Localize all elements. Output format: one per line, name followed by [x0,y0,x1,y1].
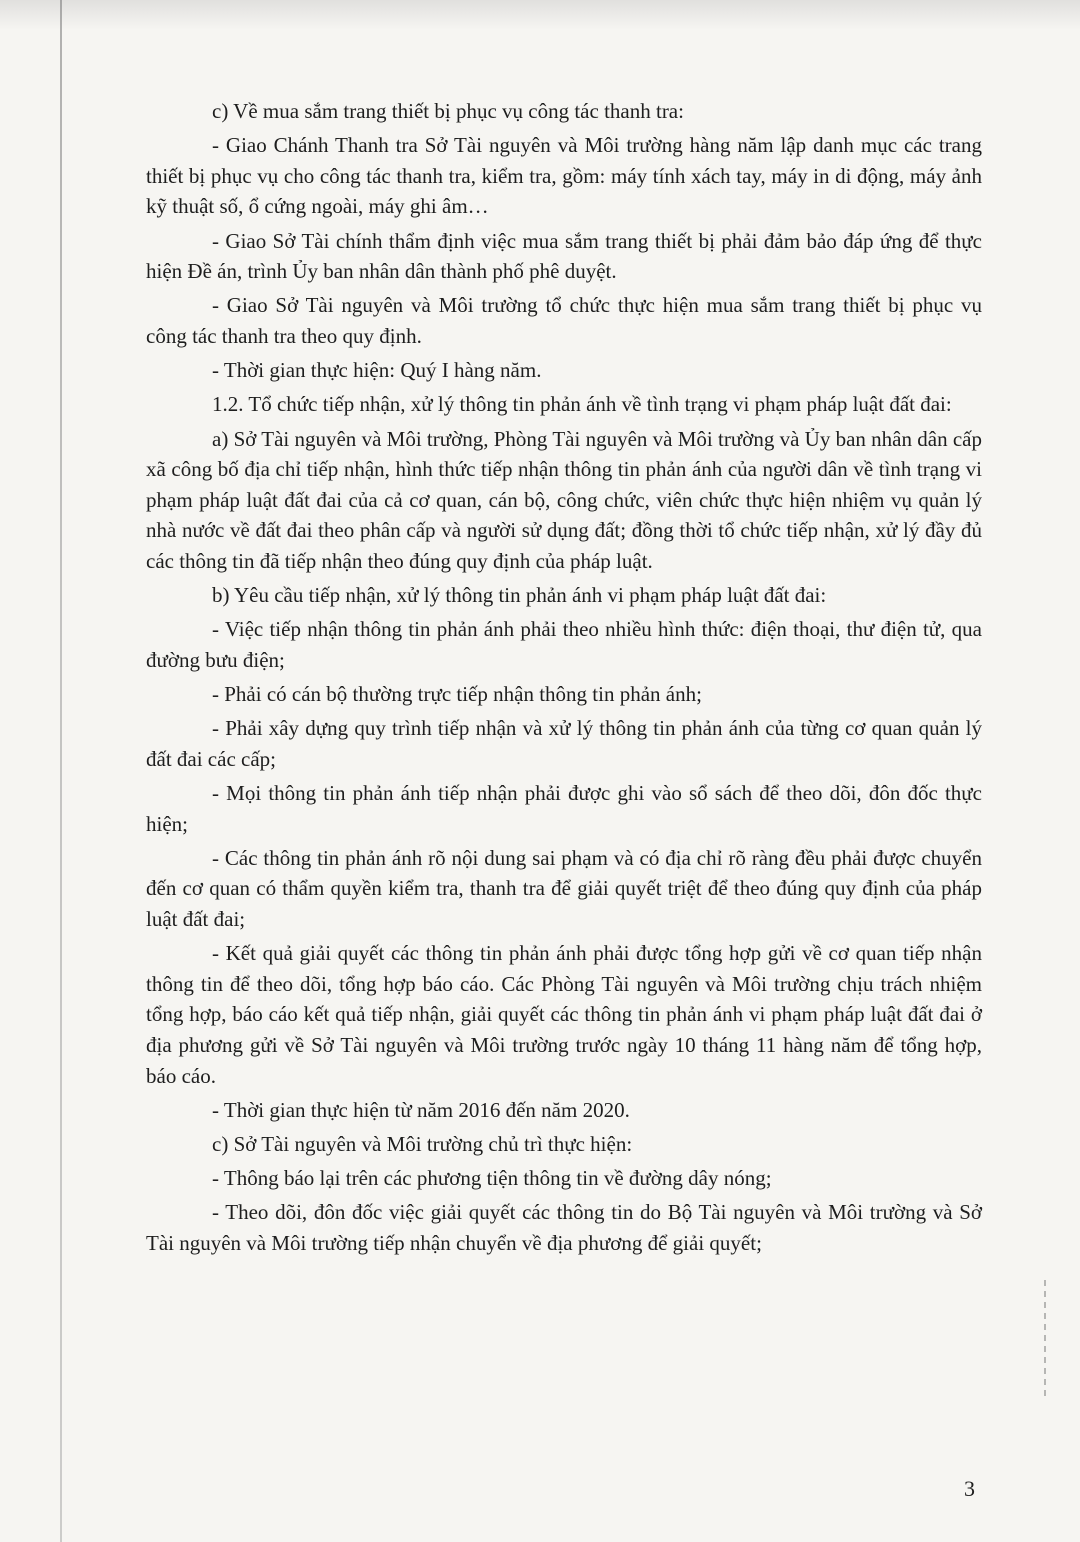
paragraph: - Phải có cán bộ thường trực tiếp nhận thông tin phản ánh; [212,682,702,707]
paragraph: - Mọi thông tin phản ánh tiếp nhận phải được ghi vào sổ sách để theo dõi, đôn đốc thực hiện; [146,781,982,836]
scan-shadow [0,0,1080,30]
paragraph: - Giao Sở Tài nguyên và Môi trường tổ chức thực hiện mua sắm trang thiết bị phục vụ công tác thanh tra theo quy định. [146,293,982,348]
paragraph: - Phải xây dựng quy trình tiếp nhận và xử lý thông tin phản ánh của từng cơ quan quản lý đất đai các cấp; [146,716,982,771]
scan-edge-line [60,0,62,1542]
document-body [146,96,982,1262]
paragraph: - Việc tiếp nhận thông tin phản ánh phải theo nhiều hình thức: điện thoại, thư điện tử, qua đường bưu điện; [146,617,982,672]
paragraph: - Thời gian thực hiện từ năm 2016 đến năm 2020. [212,1097,630,1122]
paragraph: - Các thông tin phản ánh rõ nội dung sai phạm và có địa chỉ rõ ràng đều phải được chuyển đến cơ quan có thẩm quyền kiểm tra, thanh tra để giải quyết triệt để theo đúng quy định của pháp luật đất đai; [146,845,982,931]
paragraph: a) Sở Tài nguyên và Môi trường, Phòng Tài nguyên và Môi trường và Ủy ban nhân dân cấp xã công bố địa chỉ tiếp nhận, hình thức tiếp nhận thông tin phản ánh của người dân về tình trạng vi phạm pháp luật đất đai của cả cơ quan, cán bộ, công chức, viên chức thực hiện nhiệm vụ quản lý nhà nước về đất đai theo phân cấp và người sử dụng đất; đồng thời tổ chức tiếp nhận, xử lý đầy đủ các thông tin đã tiếp nhận theo đúng quy định của pháp luật. [146,426,982,573]
scan-edge-mark [1044,1280,1046,1400]
paragraph: - Giao Sở Tài chính thẩm định việc mua sắm trang thiết bị phải đảm bảo đáp ứng để thực hiện Đề án, trình Ủy ban nhân dân thành phố phê duyệt. [146,228,982,284]
paragraph: c) Sở Tài nguyên và Môi trường chủ trì thực hiện: [212,1131,633,1156]
paragraph: - Kết quả giải quyết các thông tin phản ánh phải được tổng hợp gửi về cơ quan tiếp nhận thông tin để theo dõi, tổng hợp báo cáo. Các Phòng Tài nguyên và Môi trường chịu trách nhiệm tổng hợp, báo cáo kết quả tiếp nhận, giải quyết các thông tin phản ánh vi phạm pháp luật đất đai ở địa phương gửi về Sở Tài nguyên và Môi trường trước ngày 10 tháng 11 hàng năm để tổng hợp, báo cáo. [146,941,982,1088]
paragraph: - Thông báo lại trên các phương tiện thông tin về đường dây nóng; [212,1166,772,1191]
paragraph: b) Yêu cầu tiếp nhận, xử lý thông tin phản ánh vi phạm pháp luật đất đai: [212,583,827,608]
paragraph: c) Về mua sắm trang thiết bị phục vụ công tác thanh tra: [212,99,684,123]
paragraph: - Thời gian thực hiện: Quý I hàng năm. [212,358,542,383]
page-number: 3 [964,1476,975,1501]
paragraph: 1.2. Tổ chức tiếp nhận, xử lý thông tin phản ánh về tình trạng vi phạm pháp luật đất đai: [212,392,952,417]
paragraph: - Giao Chánh Thanh tra Sở Tài nguyên và Môi trường hàng năm lập danh mục các trang thiết bị phục vụ cho công tác thanh tra, kiểm tra, gồm: máy tính xách tay, máy in di động, máy ảnh kỹ thuật số, ổ cứng ngoài, máy ghi âm… [146,133,982,219]
paragraph: - Theo dõi, đôn đốc việc giải quyết các thông tin do Bộ Tài nguyên và Môi trường và Sở Tài nguyên và Môi trường tiếp nhận chuyển về địa phương để giải quyết; [146,1200,982,1255]
